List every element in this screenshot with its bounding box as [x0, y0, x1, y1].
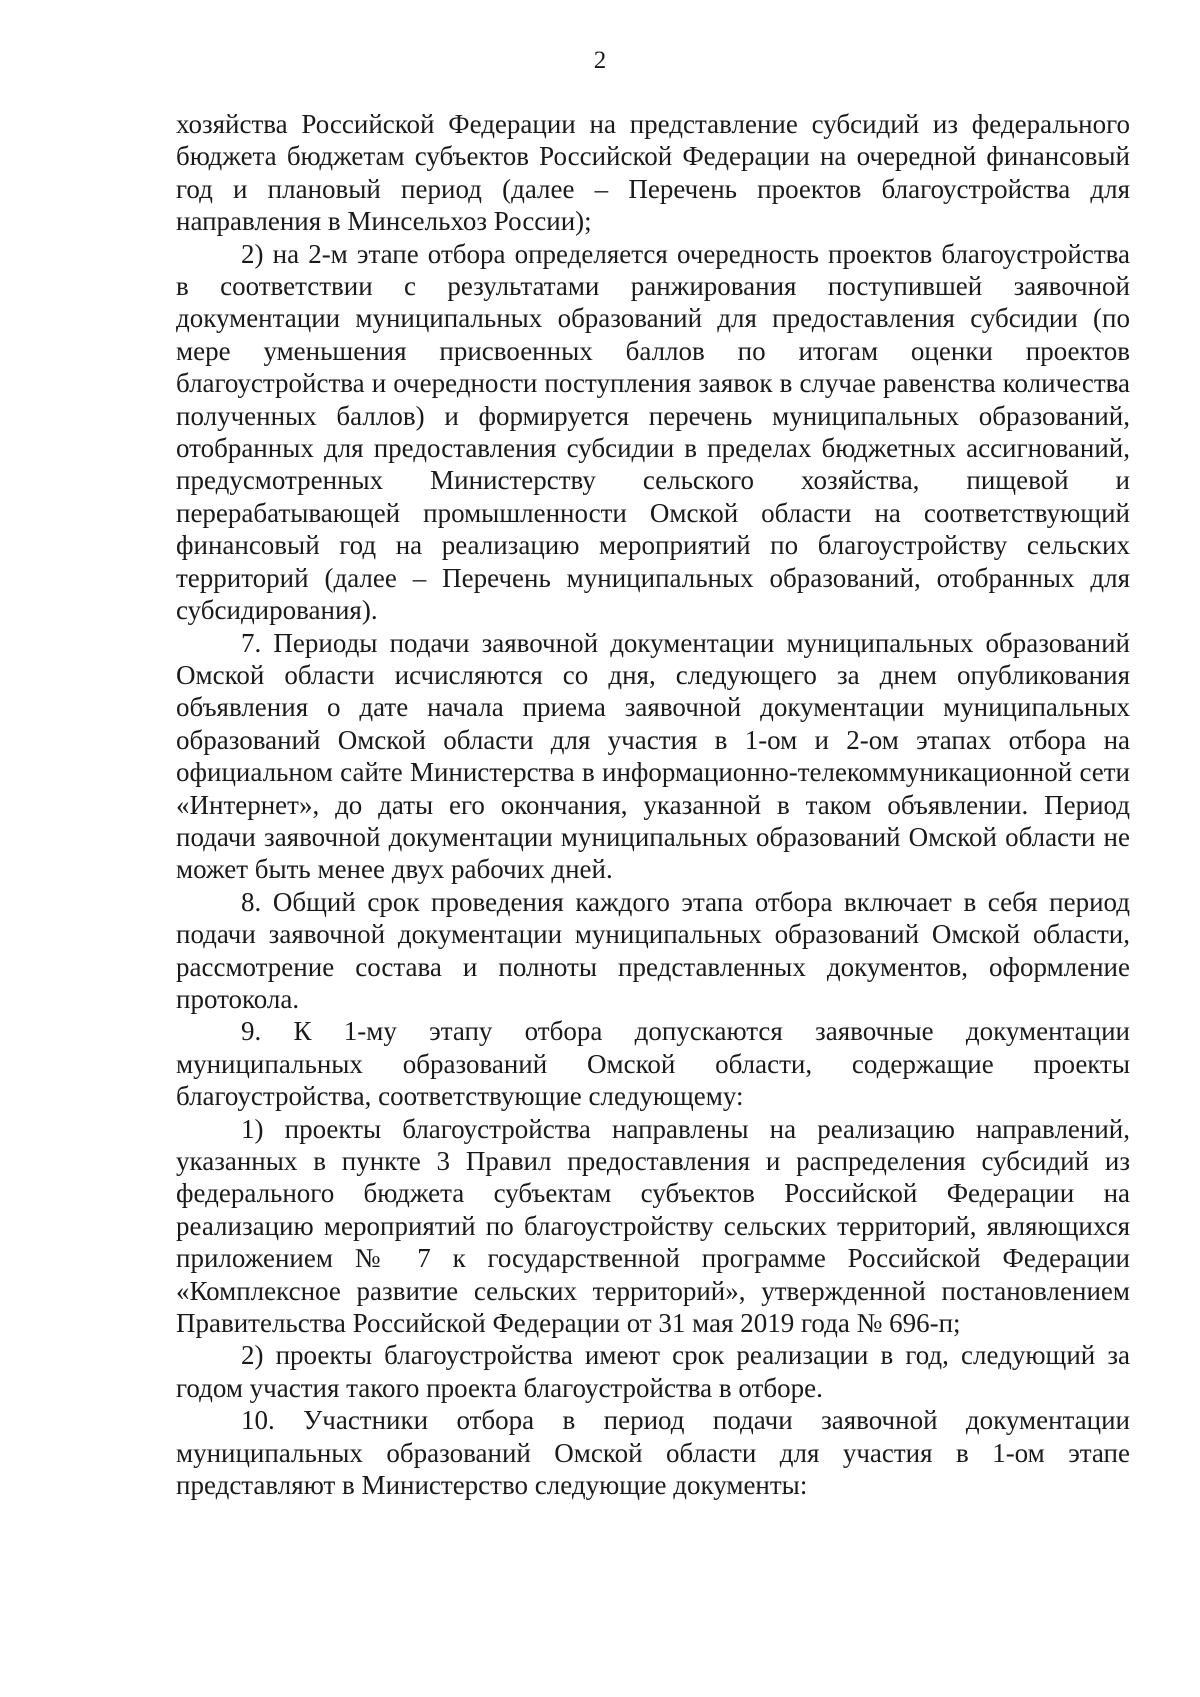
paragraph-9-admission: 9. К 1-му этапу отбора допускаются заявочные документации муниципальных образований Омской области, содержащие проекты благоустройства, соответствующие следующему:: [176, 1016, 1130, 1112]
page-number: 2: [593, 47, 607, 74]
paragraph-9-item-1: 1) проекты благоустройства направлены на реализацию направлений, указанных в пункте 3 Правил предоставления и распределения субсидий из федерального бюджета субъектам субъектов Российской Федерации на реализацию мероприятий по благоустройству сельских территорий, являющихся приложением № 7 к государственной программе Российской Федерации «Комплексное развитие сельских территорий», утвержденной постановлением Правительства Российской Федерации от 31 мая 2019 года № 696-п;: [176, 1113, 1130, 1339]
paragraph-continuation: хозяйства Российской Федерации на представление субсидий из федерального бюджета бюджетам субъектов Российской Федерации на очередной финансовый год и плановый период (далее – Перечень проектов благоустройства для направления в Минсельхоз России);: [176, 109, 1130, 237]
document-body: [176, 108, 1130, 1501]
paragraph-8-total-term: 8. Общий срок проведения каждого этапа отбора включает в себя период подачи заявочной документации муниципальных образований Омской области, рассмотрение состава и полноты представленных документов, оформление протокола.: [176, 886, 1130, 1014]
paragraph-7-submission-periods: 7. Периоды подачи заявочной документации муниципальных образований Омской области исчисляются со дня, следующего за днем опубликования объявления о дате начала приема заявочной документации муниципальных образований Омской области для участия в 1-ом и 2-ом этапах отбора на официальном сайте Министерства в информационно-телекоммуникационной сети «Интернет», до даты его окончания, указанной в таком объявлении. Период подачи заявочной документации муниципальных образований Омской области не может быть менее двух рабочих дней.: [176, 627, 1130, 885]
paragraph-9-item-2: 2) проекты благоустройства имеют срок реализации в год, следующий за годом участия такого проекта благоустройства в отборе.: [176, 1340, 1130, 1403]
paragraph-10-participants: 10. Участники отбора в период подачи заявочной документации муниципальных образований Омской области для участия в 1-ом этапе представляют в Министерство следующие документы:: [176, 1405, 1130, 1501]
paragraph-stage-2: 2) на 2-м этапе отбора определяется очередность проектов благоустройства в соответствии с результатами ранжирования поступившей заявочной документации муниципальных образований для предоставления субсидии (по мере уменьшения присвоенных баллов по итогам оценки проектов благоустройства и очередности поступления заявок в случае равенства количества полученных баллов) и формируется перечень муниципальных образований, отобранных для предоставления субсидии в пределах бюджетных ассигнований, предусмотренных Министерству сельского хозяйства, пищевой и перерабатывающей промышленности Омской области на соответствующий финансовый год на реализацию мероприятий по благоустройству сельских территорий (далее – Перечень муниципальных образований, отобранных для субсидирования).: [176, 238, 1130, 626]
